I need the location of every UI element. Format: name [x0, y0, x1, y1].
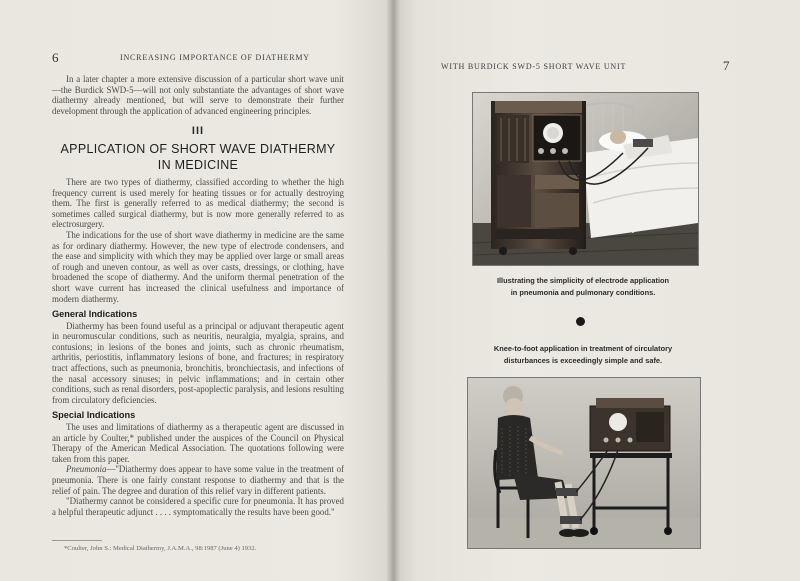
photo-knee-illustration	[468, 378, 700, 548]
section-number: III	[191, 125, 205, 138]
heading-general-indications: General Indications	[52, 309, 138, 320]
pneumonia-text: —"Diathermy does appear to have some value in the treatment of pneumonia. There is one fairly constant response to diathermy and that is the relief of pain. The degree and duration of this relief vary in different patients.	[52, 464, 344, 496]
footnote: *Coulter, John S.: Medical Diathermy, J.A.M.A., 98:1987 (June 4) 1932.	[64, 545, 257, 552]
pneumonia-lead: Pneumonia	[66, 464, 107, 475]
paragraph-pneumonia	[52, 464, 344, 496]
footnote-rule	[52, 540, 102, 541]
caption-photo1	[453, 275, 713, 299]
caption1-line1: Illustrating the simplicity of electrode application	[496, 276, 670, 285]
left-page-number: 6	[52, 50, 59, 65]
book-gutter	[386, 0, 400, 581]
bullet-separator	[576, 317, 585, 326]
paragraph-types: There are two types of diathermy, classified according to whether the high frequency current is used merely for heating tissues or for actually destroying them. The first is generally referred to as medical diathermy; the second is sometimes called surgical diathermy, but is now more generally referred to as electrosurgery.	[52, 176, 344, 230]
right-page	[393, 0, 800, 581]
intro-paragraph: In a later chapter a more extensive discussion of a particular short wave unit—the Burdick SWD-5—will not only substantiate the advantages of short wave diathermy already mentioned, but will serve to demonstrate their further development through the application of advanced engineering principles.	[52, 74, 344, 116]
photo-pneumonia-illustration	[473, 93, 698, 265]
caption-photo2	[453, 343, 713, 367]
paragraph-quote: "Diathermy cannot be considered a specific cure for pneumonia. It has proved a helpful therapeutic adjunct . . . . symptomatically the results have been good."	[52, 496, 344, 517]
photo-pneumonia-treatment	[472, 92, 699, 266]
caption1-line2: in pneumonia and pulmonary conditions.	[510, 288, 656, 297]
caption2-line1: Knee-to-foot application in treatment of circulatory	[493, 344, 673, 353]
right-running-head: WITH BURDICK SWD-5 SHORT WAVE UNIT	[441, 62, 627, 71]
paragraph-special: The uses and limitations of diathermy as a therapeutic agent are discussed in an article by Coulter,* published under the auspices of the Council on Physical Therapy of the American Medical Association. The quotations following were taken from this paper.	[52, 422, 344, 464]
section-title-line1: APPLICATION OF SHORT WAVE DIATHERMY	[60, 141, 336, 156]
paragraph-indications: The indications for the use of short wave diathermy in medicine are the same as for ordinary diathermy. However, the new type of electrode condensers, and the ease and simplicity with which they may be applied over large or small areas of rough and uneven contour, as well as over casts, dressings, or clothing, have broadened the scope of diathermy. And the uniform thermal penetration of the short wave current has increased the clinical usefulness and importance of modern diathermy.	[52, 229, 344, 304]
caption2-line2: disturbances is exceedingly simple and safe.	[503, 356, 663, 365]
left-running-head: INCREASING IMPORTANCE OF DIATHERMY	[120, 53, 310, 62]
left-page	[0, 0, 393, 581]
right-page-number: 7	[723, 58, 730, 73]
section-title	[52, 141, 344, 173]
paragraph-general: Diathermy has been found useful as a principal or adjuvant therapeutic agent in neuromuscular conditions, such as neuritis, neuralgia, myalgia, sprains, and contusions; in lesions of the bones and joints, such as chronic rheumatism, arthritis, periostitis, inflammatory lesions of bone, and fractures; in respiratory tract affections, such as pneumonia, bronchitis, bronchiectasis, and infections of the nasal accessory sinuses; in pelvic inflammations; and in certain other conditions, such as renal disorders, post-apoplectic paralysis, and lesions resulting from circulatory deficiencies.	[52, 320, 344, 405]
photo-knee-to-foot-treatment	[467, 377, 701, 549]
heading-special-indications: Special Indications	[52, 410, 136, 421]
left-body-text	[52, 74, 344, 517]
section-title-line2: IN MEDICINE	[157, 157, 239, 172]
